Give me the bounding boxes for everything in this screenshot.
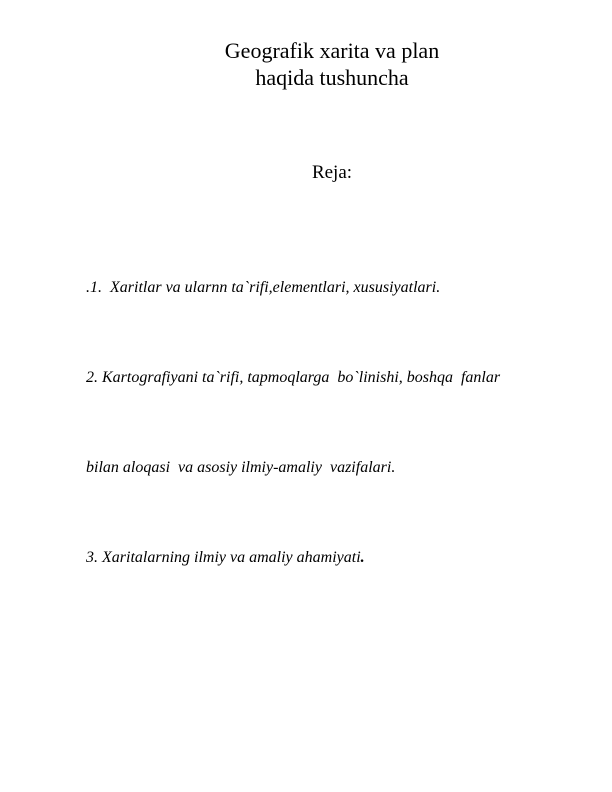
plan-item-2-continued: bilan aloqasi va asosiy ilmiy-amaliy vazifalari. bbox=[86, 459, 396, 476]
title-line-1: Geografik xarita va plan bbox=[224, 38, 440, 63]
title-line-2: haqida tushuncha bbox=[255, 65, 409, 90]
plan-heading: Reja: bbox=[311, 162, 353, 183]
plan-list bbox=[86, 213, 566, 633]
plan-item-3-text: 3. Xaritalarning ilmiy va amaliy ahamiyati bbox=[86, 549, 361, 566]
plan-item-3-end: . bbox=[360, 549, 365, 566]
plan-item-2: 2. Kartografiyani ta`rifi, tapmoqlarga bo`linishi, boshqa fanlar bbox=[86, 369, 501, 386]
page-title bbox=[0, 37, 612, 91]
plan-item-1: .1. Xaritlar va ularnn ta`rifi,elementlari, xususiyatlari. bbox=[86, 279, 441, 296]
plan-item-3 bbox=[86, 543, 566, 573]
